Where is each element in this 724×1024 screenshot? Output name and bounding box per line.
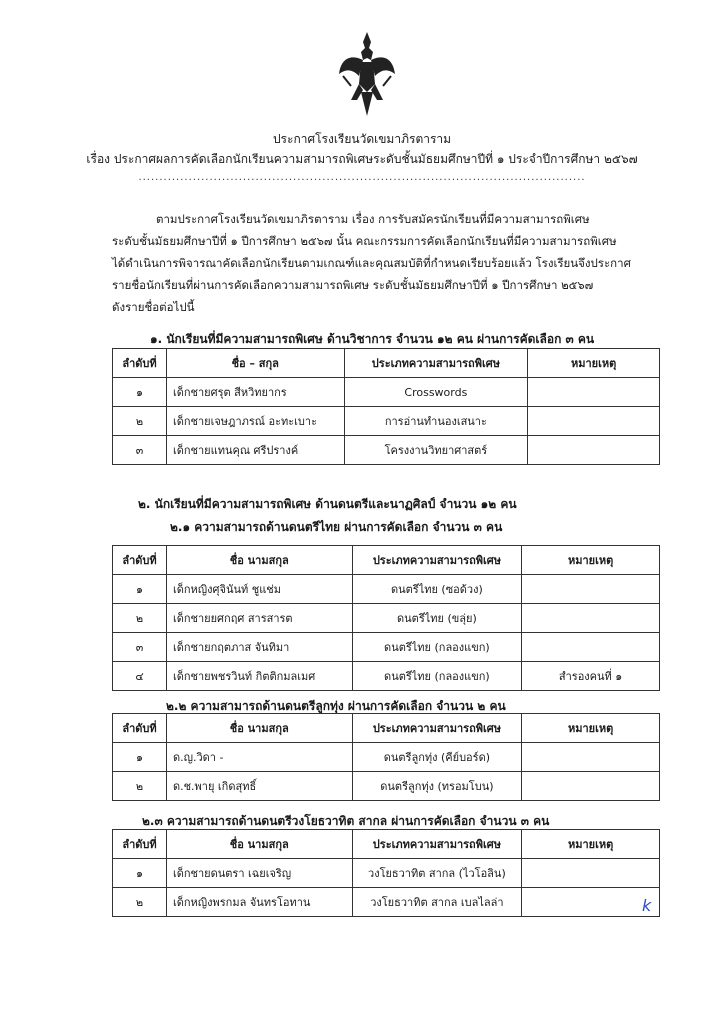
table-header-row (113, 714, 660, 743)
remark (522, 888, 660, 917)
row-number: ๑ (113, 378, 167, 407)
talent-type: ดนตรีลูกทุ่ง (คีย์บอร์ด) (352, 743, 522, 772)
col-header: ชื่อ – สกุล (166, 349, 344, 378)
section2-3-title: ๒.๓ ความสามารถด้านดนตรีวงโยธวาทิต สากล ผ่านการคัดเลือก จำนวน ๓ คน (142, 814, 550, 828)
col-header: ชื่อ นามสกุล (166, 830, 352, 859)
talent-type: วงโยธวาทิต สากล (ไวโอลิน) (352, 859, 522, 888)
section2-3-table (112, 829, 660, 917)
section2-2-table (112, 713, 660, 801)
remark (528, 378, 660, 407)
intro-line: ระดับชั้นมัธยมศึกษาปีที่ ๑ ปีการศึกษา ๒๕๖๗ นั้น คณะกรรมการคัดเลือกนักเรียนที่มีความสามารถพิเศษ (112, 234, 617, 248)
student-name: เด็กชายดนตรา เฉยเจริญ (166, 859, 352, 888)
talent-type: ดนตรีไทย (ซอด้วง) (352, 575, 522, 604)
table-row (113, 575, 660, 604)
row-number: ๑ (113, 575, 167, 604)
row-number: ๔ (113, 662, 167, 691)
col-header: ชื่อ นามสกุล (166, 714, 352, 743)
col-header: หมายเหตุ (522, 714, 660, 743)
student-name: เด็กชายยศกฤศ สารสารต (166, 604, 352, 633)
row-number: ๒ (113, 604, 167, 633)
col-header: ประเภทความสามารถพิเศษ (352, 546, 522, 575)
col-header: หมายเหตุ (522, 546, 660, 575)
remark (522, 772, 660, 801)
row-number: ๓ (113, 436, 167, 465)
announcement-subject: เรื่อง ประกาศผลการคัดเลือกนักเรียนความสามารถพิเศษระดับชั้นมัธยมศึกษาปีที่ ๑ ประจำปีการศึกษา ๒๕๖๗ (86, 152, 638, 166)
col-header: ลำดับที่ (113, 830, 167, 859)
talent-type: ดนตรีไทย (กลองแขก) (352, 662, 522, 691)
student-name: เด็กชายแทนคุณ ศรีปรางค์ (166, 436, 344, 465)
student-name: เด็กชายศรุต สีหวิทยากร (166, 378, 344, 407)
handwritten-initial: k (642, 896, 652, 915)
col-header: ประเภทความสามารถพิเศษ (344, 349, 528, 378)
dotted-divider: ........................................................................................................... (138, 172, 586, 183)
intro-paragraph (112, 208, 672, 318)
col-header: ประเภทความสามารถพิเศษ (352, 714, 522, 743)
intro-line: ได้ดำเนินการพิจารณาคัดเลือกนักเรียนตามเกณฑ์และคุณสมบัติที่กำหนดเรียบร้อยแล้ว โรงเรียนจึงประกาศ (112, 256, 631, 270)
table-row (113, 407, 660, 436)
intro-line: รายชื่อนักเรียนที่ผ่านการคัดเลือกความสามารถพิเศษ ระดับชั้นมัธยมศึกษาปีที่ ๑ ปีการศึกษา ๒๕๖๗ (112, 278, 594, 292)
table-header-row (113, 349, 660, 378)
table-row (113, 604, 660, 633)
student-name: ด.ญ.วิดา - (166, 743, 352, 772)
remark (522, 743, 660, 772)
row-number: ๒ (113, 407, 167, 436)
table-row (113, 436, 660, 465)
row-number: ๑ (113, 743, 167, 772)
student-name: เด็กชายพชรวินท์ กิตติกมลเมศ (166, 662, 352, 691)
table-row (113, 743, 660, 772)
talent-type: ดนตรีลูกทุ่ง (ทรอมโบน) (352, 772, 522, 801)
talent-type: ดนตรีไทย (ขลุ่ย) (352, 604, 522, 633)
table-row (113, 662, 660, 691)
talent-type: การอ่านทำนองเสนาะ (344, 407, 528, 436)
student-name: เด็กชายเจษฎาภรณ์ อะทะเบาะ (166, 407, 344, 436)
section2-1-title: ๒.๑ ความสามารถด้านดนตรีไทย ผ่านการคัดเลือก จำนวน ๓ คน (170, 520, 503, 534)
row-number: ๒ (113, 772, 167, 801)
remark (522, 575, 660, 604)
row-number: ๒ (113, 888, 167, 917)
section1-title: ๑. นักเรียนที่มีความสามารถพิเศษ ด้านวิชาการ จำนวน ๑๒ คน ผ่านการคัดเลือก ๓ คน (150, 332, 595, 346)
table-header-row (113, 546, 660, 575)
student-name: เด็กหญิงพรกมล จันทรโอทาน (166, 888, 352, 917)
section2-title: ๒. นักเรียนที่มีความสามารถพิเศษ ด้านดนตรีและนาฏศิลป์ จำนวน ๑๒ คน (138, 497, 517, 511)
table-row (113, 772, 660, 801)
remark (522, 633, 660, 662)
table-row (113, 378, 660, 407)
remark (522, 859, 660, 888)
talent-type: วงโยธวาทิต สากล เบลไลล่า (352, 888, 522, 917)
col-header: ลำดับที่ (113, 714, 167, 743)
remark: สำรองคนที่ ๑ (522, 662, 660, 691)
announcement-title: ประกาศโรงเรียนวัดเขมาภิรตาราม (272, 132, 452, 146)
table-row (113, 859, 660, 888)
col-header: ลำดับที่ (113, 349, 167, 378)
col-header: ชื่อ นามสกุล (166, 546, 352, 575)
talent-type: ดนตรีไทย (กลองแขก) (352, 633, 522, 662)
student-name: ด.ช.พายุ เกิดสุทธิ์ (166, 772, 352, 801)
section2-1-table (112, 545, 660, 691)
intro-line: ดังรายชื่อต่อไปนี้ (112, 300, 195, 314)
section1-table (112, 348, 660, 465)
garuda-emblem-icon (337, 30, 397, 118)
table-row (113, 633, 660, 662)
col-header: ลำดับที่ (113, 546, 167, 575)
col-header: หมายเหตุ (528, 349, 660, 378)
remark (528, 436, 660, 465)
table-header-row (113, 830, 660, 859)
remark (528, 407, 660, 436)
row-number: ๑ (113, 859, 167, 888)
student-name: เด็กหญิงศุจินันท์ ชูแช่ม (166, 575, 352, 604)
col-header: ประเภทความสามารถพิเศษ (352, 830, 522, 859)
student-name: เด็กชายกฤตภาส จันทิมา (166, 633, 352, 662)
row-number: ๓ (113, 633, 167, 662)
talent-type: โครงงานวิทยาศาสตร์ (344, 436, 528, 465)
col-header: หมายเหตุ (522, 830, 660, 859)
section2-2-title: ๒.๒ ความสามารถด้านดนตรีลูกทุ่ง ผ่านการคัดเลือก จำนวน ๒ คน (166, 699, 506, 713)
talent-type: Crosswords (344, 378, 528, 407)
intro-line: ตามประกาศโรงเรียนวัดเขมาภิรตาราม เรื่อง การรับสมัครนักเรียนที่มีความสามารถพิเศษ (156, 212, 590, 226)
remark (522, 604, 660, 633)
table-row (113, 888, 660, 917)
